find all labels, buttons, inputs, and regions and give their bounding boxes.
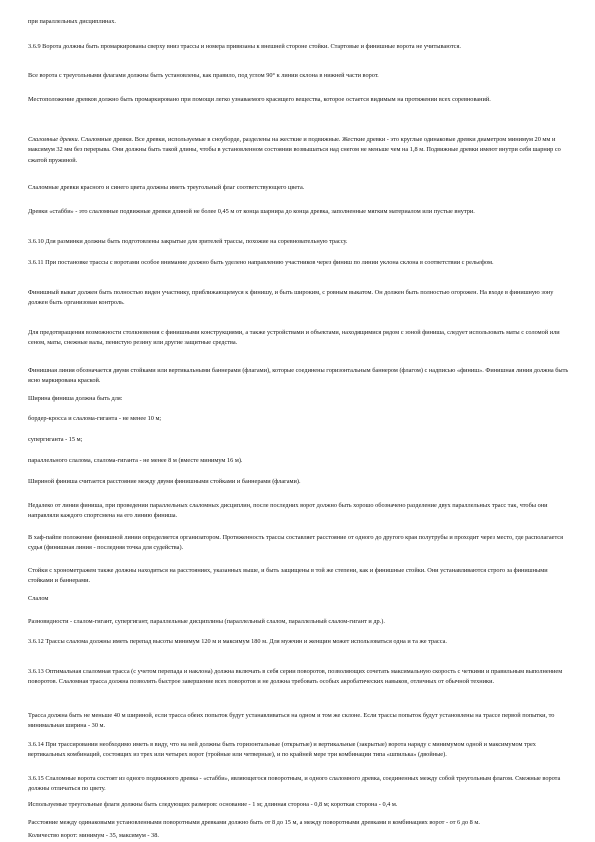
paragraph-24: 3.6.13 Оптимальная слаломная трасса (с учетом перепада и наклона) должна включать в себя серии поворотов, позволяющих сочетать максимальную скорость с четкими и правильным выполнением поворотов. Слаломная трасса должна позволять быстрое завершение всех поворотов и не должна требовать особых акробатических навыков, отличных от обычной техники. [28, 668, 563, 686]
paragraph-29: Расстояние между одинаковыми установленными поворотными древками должно быть от 8 до 15 м, а между поворотными древками в комбинациях ворот - от 6 до 8 м. [28, 819, 480, 826]
paragraph-17: Шириной финиша считается расстояние между двумя финишными стойками и баннерами (флагами). [28, 478, 301, 485]
paragraph-10: Финишный выкат должен быть полностью виден участнику, приближающемуся к финишу, и быть широким, с ровным выкатом. Он должен быть полностью огорожен. На входе в финишную зону должен быть организован контроль. [28, 289, 554, 307]
paragraph-3: Все ворота с треугольными флагами должны быть установлены, как правило, под углом 90° к линии склона в нижней части ворот. [28, 72, 379, 79]
paragraph-20: Стойки с хронометражем также должны находиться на расстояниях, указанных выше, и быть защищены в той же степени, как и финишные стойки. Они устанавливаются строго за финишными стойками и баннерами. [28, 567, 548, 585]
paragraph-13: Ширина финиша должна быть для: [28, 395, 123, 402]
paragraph-19: В хаф-пайпе положение финишной линии определяется организатором. Протяженность трассы составляет расстояние от одного до другого края полутрубы и проходит через место, где располагается судья (финишная линия - последняя точка для судейства). [28, 534, 563, 552]
paragraph-5-text: Слаломные древки. Все древки, используемые в сноуборде, разделены на жесткие и подвижные. Жесткие древки - это круглые одинаковые древки диаметром минимум 20 мм и максимум 32 мм без перерыва. Они должны быть такой длины, чтобы в установленном состоянии возвышаться над снегом не меньше чем на 1,8 м. Подвижные древки имеют внутри себя шарнир со сжатой пружиной. [28, 136, 561, 164]
paragraph-11: Для предотвращения возможности столкновения с финишными конструкциями, а также устройствами и объектами, находящимися рядом с зоной финиша, следует использовать маты с соломой или сеном, маты, снежные валы, пенистую резину или другие защитные средства. [28, 329, 560, 347]
paragraph-4: Местоположение древков должно быть промаркировано при помощи легко узнаваемого красящего вещества, которое остается видимым на протяжении всех соревнований. [28, 96, 491, 103]
paragraph-14: бордер-кросса и слалома-гиганта - не менее 10 м; [28, 415, 162, 422]
paragraph-15: супергиганта - 15 м; [28, 436, 83, 443]
paragraph-12: Финишная линия обозначается двумя стойками или вертикальными баннерами (флагами), которые соединены горизонтальным баннером (флагом) с надписью «финиш». Финишная линия должна быть ясно маркирована краской. [28, 367, 569, 385]
paragraph-26: 3.6.14 При трассировании необходимо иметь в виду, что на ней должны быть горизонтальные (открытые) и вертикальные (закрытые) ворота наряду с минимумом одной и максимумом трех вертикальных комбинаций, состоящих из трех или четырех ворот (тройные или четверные), и по крайней мере три комбинации типа «шпилька» (двойные). [28, 741, 536, 759]
paragraph-27: 3.6.15 Слаломные ворота состоят из одного подвижного древка - «стабби», являющегося поворотным, и одного слаломного древка, соединенных между собой треугольным флагом. Смежные ворота должны отличаться по цвету. [28, 775, 561, 793]
section-heading-slalom: Слалом [28, 595, 49, 602]
slalom-poles-term: Слаломные древки. [28, 136, 80, 143]
paragraph-18: Недалеко от линии финиша, при проведении параллельных слаломных дисциплин, после последних ворот должно быть хорошо обозначено разделение двух параллельных трасс так, чтобы они направляли каждого спортсмена на его линию финиша. [28, 502, 548, 520]
paragraph-7: Древки «стабби» - это слаломные подвижные древки длиной не более 0,45 м от конца шарнира до конца древка, заполненные мягким материалом или пустые внутри. [28, 208, 475, 215]
paragraph-22: Разновидности - слалом-гигант, супергигант, параллельные дисциплины (параллельный слалом, параллельный слалом-гигант и др.). [28, 618, 385, 625]
paragraph-5 [28, 135, 573, 166]
paragraph-6: Слаломные древки красного и синего цвета должны иметь треугольный флаг соответствующего цвета. [28, 184, 305, 191]
paragraph-16: параллельного слалома, слалома-гиганта - не менее 8 м (вместе минимум 16 м). [28, 457, 243, 464]
paragraph-25: Трасса должна быть не меньше 40 м шириной, если трасса обеих попыток будут устанавливаться на одном и том же склоне. Если трассы попыток будут установлены на трассе первой попытки, то минимальная ширина - 30 м. [28, 712, 555, 730]
paragraph-2: 3.6.9 Ворота должны быть промаркированы сверху вниз трассы и номера привязаны к внешней стороне стойки. Стартовые и финишные ворота не учитываются. [28, 43, 461, 50]
paragraph-9: 3.6.11 При постановке трассы с воротами особое внимание должно быть уделено направлению участников через финиш по линии уклона склона в соответствии с рельефом. [28, 259, 494, 266]
paragraph-28: Используемые треугольные флаги должны быть следующих размеров: основание - 1 м; длинная сторона - 0,8 м; короткая сторона - 0,4 м. [28, 801, 398, 808]
paragraph-1: при параллельных дисциплинах. [28, 18, 116, 25]
paragraph-8: 3.6.10 Для разминки должны быть подготовлены закрытые для зрителей трассы, похожие на соревновательную трассу. [28, 238, 348, 245]
paragraph-23: 3.6.12 Трассы слалома должны иметь перепад высоты минимум 120 м и максимум 180 м. Для мужчин и женщин может использоваться одна и та же трасса. [28, 638, 447, 645]
paragraph-30: Количество ворот: минимум - 35, максимум - 38. [28, 832, 159, 839]
